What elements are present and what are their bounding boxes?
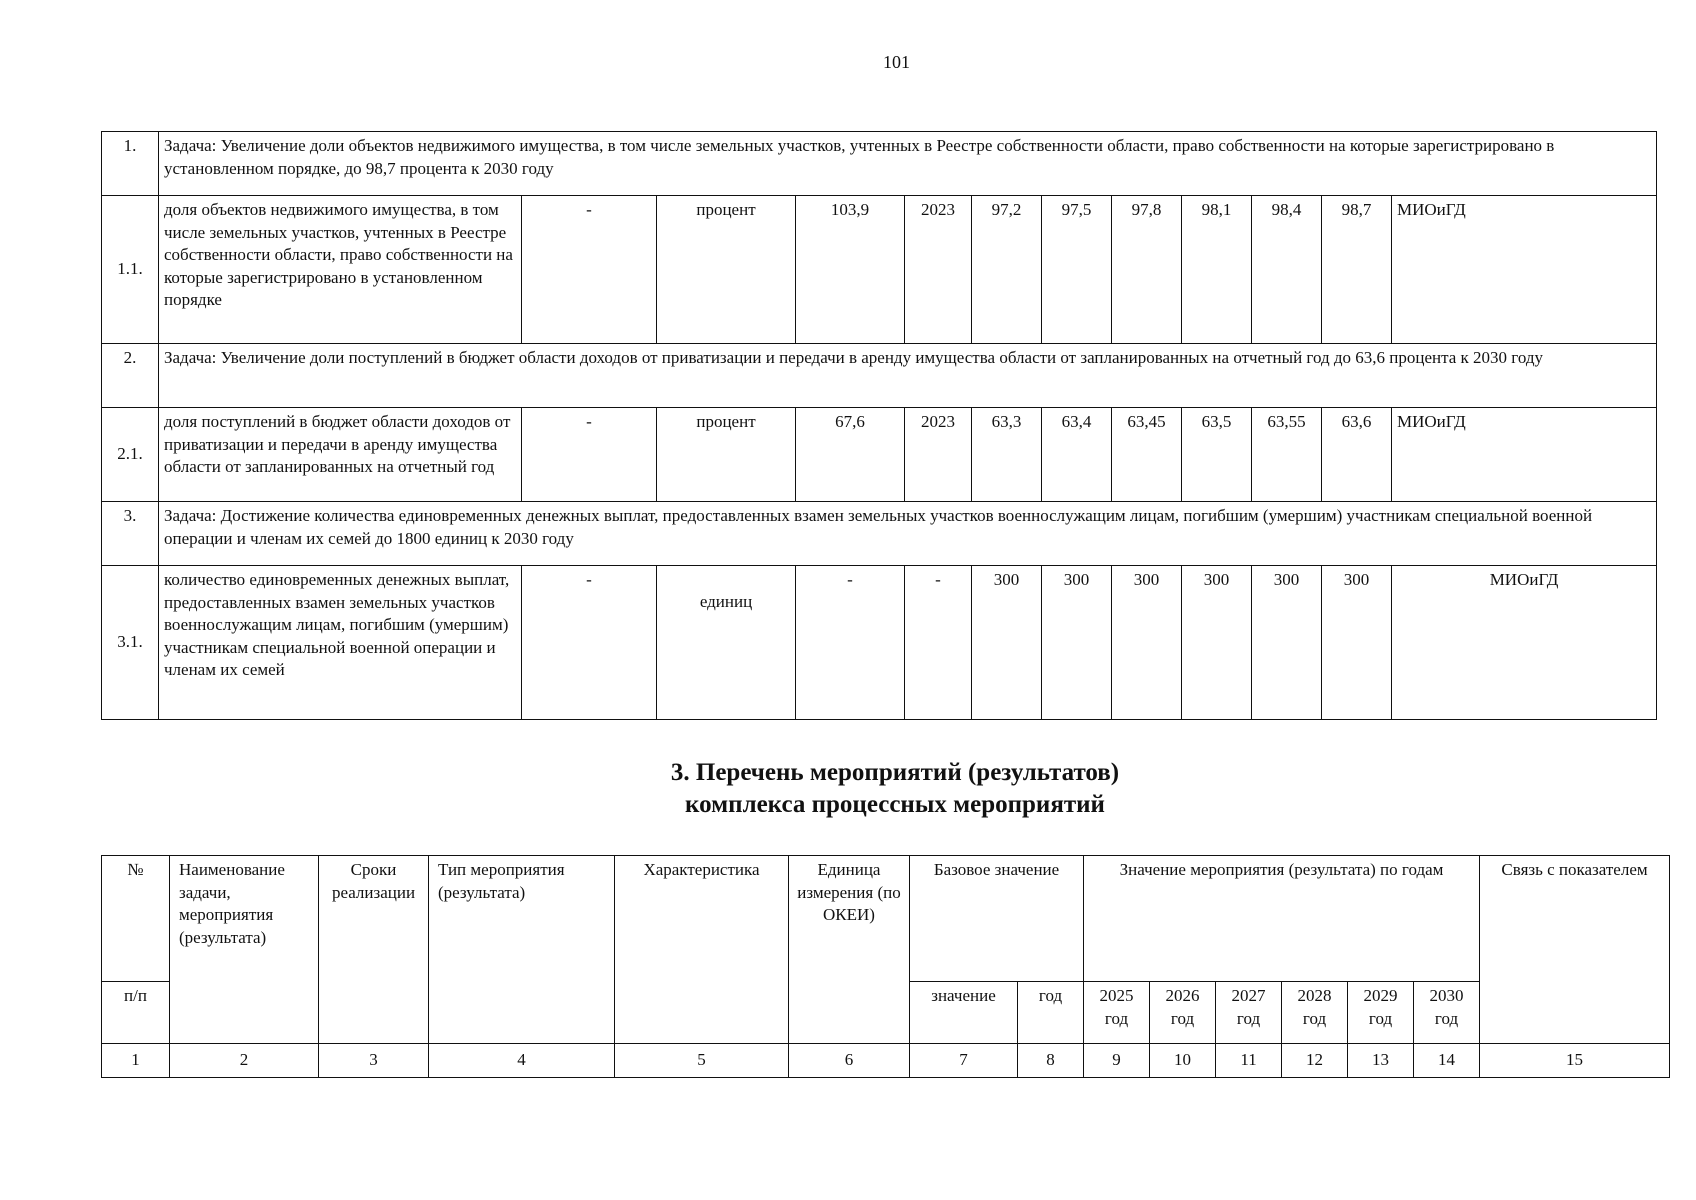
header-unit: Единица измерения (по ОКЕИ) xyxy=(789,856,910,1044)
indicator-value-y2027: 300 xyxy=(1112,566,1182,720)
indicator-number: 2.1. xyxy=(102,408,159,502)
indicator-value-y2025: 300 xyxy=(972,566,1042,720)
indicator-value-y2026: 97,5 xyxy=(1042,196,1112,344)
header-base: Базовое значение xyxy=(910,856,1084,982)
column-number: 5 xyxy=(615,1044,789,1078)
indicator-value-y2029: 98,4 xyxy=(1252,196,1322,344)
indicator-row xyxy=(102,566,1657,720)
header-year-2027: 2027 год xyxy=(1216,982,1282,1044)
indicator-value-y2030: 98,7 xyxy=(1322,196,1392,344)
indicator-value-y2028: 98,1 xyxy=(1182,196,1252,344)
section-title xyxy=(560,757,1230,821)
indicators-table xyxy=(101,131,1657,720)
header-year-2025: 2025 год xyxy=(1084,982,1150,1044)
header-name: Наименование задачи, мероприятия (результата) xyxy=(170,856,319,1044)
task-text: Задача: Увеличение доли объектов недвижимого имущества, в том числе земельных участков, учтенных в Реестре собственности области, право собственности на которые зарегистрировано в установленном порядке, до 98,7 процента к 2030 году xyxy=(159,132,1657,196)
header-base-value: значение xyxy=(910,982,1018,1044)
indicator-value-y2026: 300 xyxy=(1042,566,1112,720)
header-term: Сроки реализации xyxy=(319,856,429,1044)
indicators-table-body xyxy=(102,132,1657,720)
indicator-value-y2025: 63,3 xyxy=(972,408,1042,502)
header-year-2029: 2029 год xyxy=(1348,982,1414,1044)
indicator-unit: единиц xyxy=(657,566,796,720)
indicator-value-y2025: 97,2 xyxy=(972,196,1042,344)
task-number: 3. xyxy=(102,502,159,566)
indicator-level: - xyxy=(522,566,657,720)
indicator-value-y2030: 300 xyxy=(1322,566,1392,720)
indicator-base-year: 2023 xyxy=(905,196,972,344)
indicator-name: доля поступлений в бюджет области доходов от приватизации и передачи в аренду имущества области от запланированных на отчетный год xyxy=(159,408,522,502)
header-characteristic: Характеристика xyxy=(615,856,789,1044)
header-num: № xyxy=(102,856,170,982)
column-number: 8 xyxy=(1018,1044,1084,1078)
column-number: 9 xyxy=(1084,1044,1150,1078)
indicator-responsible: МИОиГД xyxy=(1392,566,1657,720)
indicator-value-y2027: 63,45 xyxy=(1112,408,1182,502)
header-link: Связь с показателем xyxy=(1480,856,1670,1044)
task-row xyxy=(102,344,1657,408)
header-type: Тип мероприятия (результата) xyxy=(429,856,615,1044)
task-row xyxy=(102,502,1657,566)
task-row xyxy=(102,132,1657,196)
indicator-row xyxy=(102,196,1657,344)
column-number: 2 xyxy=(170,1044,319,1078)
column-number: 10 xyxy=(1150,1044,1216,1078)
indicator-name: доля объектов недвижимого имущества, в том числе земельных участков, учтенных в Реестре собственности области, право собственности на которые зарегистрировано в установленном порядке xyxy=(159,196,522,344)
column-number: 11 xyxy=(1216,1044,1282,1078)
indicator-number: 1.1. xyxy=(102,196,159,344)
indicator-row xyxy=(102,408,1657,502)
indicator-value-y2028: 63,5 xyxy=(1182,408,1252,502)
header-year-2026: 2026 год xyxy=(1150,982,1216,1044)
indicator-value-y2027: 97,8 xyxy=(1112,196,1182,344)
column-number: 12 xyxy=(1282,1044,1348,1078)
task-text: Задача: Увеличение доли поступлений в бюджет области доходов от приватизации и передачи в аренду имущества области от запланированных на отчетный год до 63,6 процента к 2030 году xyxy=(159,344,1657,408)
column-number: 13 xyxy=(1348,1044,1414,1078)
column-number: 7 xyxy=(910,1044,1018,1078)
column-number: 6 xyxy=(789,1044,910,1078)
indicator-base-value: 67,6 xyxy=(796,408,905,502)
indicator-base-value: 103,9 xyxy=(796,196,905,344)
column-number: 4 xyxy=(429,1044,615,1078)
task-number: 2. xyxy=(102,344,159,408)
header-year-2028: 2028 год xyxy=(1282,982,1348,1044)
page-number: 101 xyxy=(883,52,910,72)
task-number: 1. xyxy=(102,132,159,196)
header-year-2030: 2030 год xyxy=(1414,982,1480,1044)
indicator-number: 3.1. xyxy=(102,566,159,720)
indicator-value-y2030: 63,6 xyxy=(1322,408,1392,502)
indicator-value-y2029: 63,55 xyxy=(1252,408,1322,502)
indicator-value-y2026: 63,4 xyxy=(1042,408,1112,502)
indicator-responsible: МИОиГД xyxy=(1392,408,1657,502)
indicator-name: количество единовременных денежных выплат, предоставленных взамен земельных участков военнослужащим лицам, погибшим (умершим) участникам специальной военной операции и членам их семей xyxy=(159,566,522,720)
column-number: 1 xyxy=(102,1044,170,1078)
header-num-sub: п/п xyxy=(102,982,170,1044)
task-text: Задача: Достижение количества единовременных денежных выплат, предоставленных взамен земельных участков военнослужащим лицам, погибшим (умершим) участникам специальной военной операции и членам их семей до 1800 единиц к 2030 году xyxy=(159,502,1657,566)
indicator-unit: процент xyxy=(657,196,796,344)
indicator-base-year: 2023 xyxy=(905,408,972,502)
column-number: 14 xyxy=(1414,1044,1480,1078)
indicator-base-value: - xyxy=(796,566,905,720)
indicator-base-year: - xyxy=(905,566,972,720)
section-title-line2: комплекса процессных мероприятий xyxy=(685,791,1105,818)
indicator-value-y2029: 300 xyxy=(1252,566,1322,720)
indicator-level: - xyxy=(522,408,657,502)
header-values: Значение мероприятия (результата) по годам xyxy=(1084,856,1480,982)
section-title-line1: 3. Перечень мероприятий (результатов) xyxy=(670,759,1120,786)
indicator-level: - xyxy=(522,196,657,344)
column-number: 3 xyxy=(319,1044,429,1078)
activities-table xyxy=(101,855,1670,1078)
column-number: 15 xyxy=(1480,1044,1670,1078)
indicator-value-y2028: 300 xyxy=(1182,566,1252,720)
header-base-year: год xyxy=(1018,982,1084,1044)
indicator-unit: процент xyxy=(657,408,796,502)
indicator-responsible: МИОиГД xyxy=(1392,196,1657,344)
